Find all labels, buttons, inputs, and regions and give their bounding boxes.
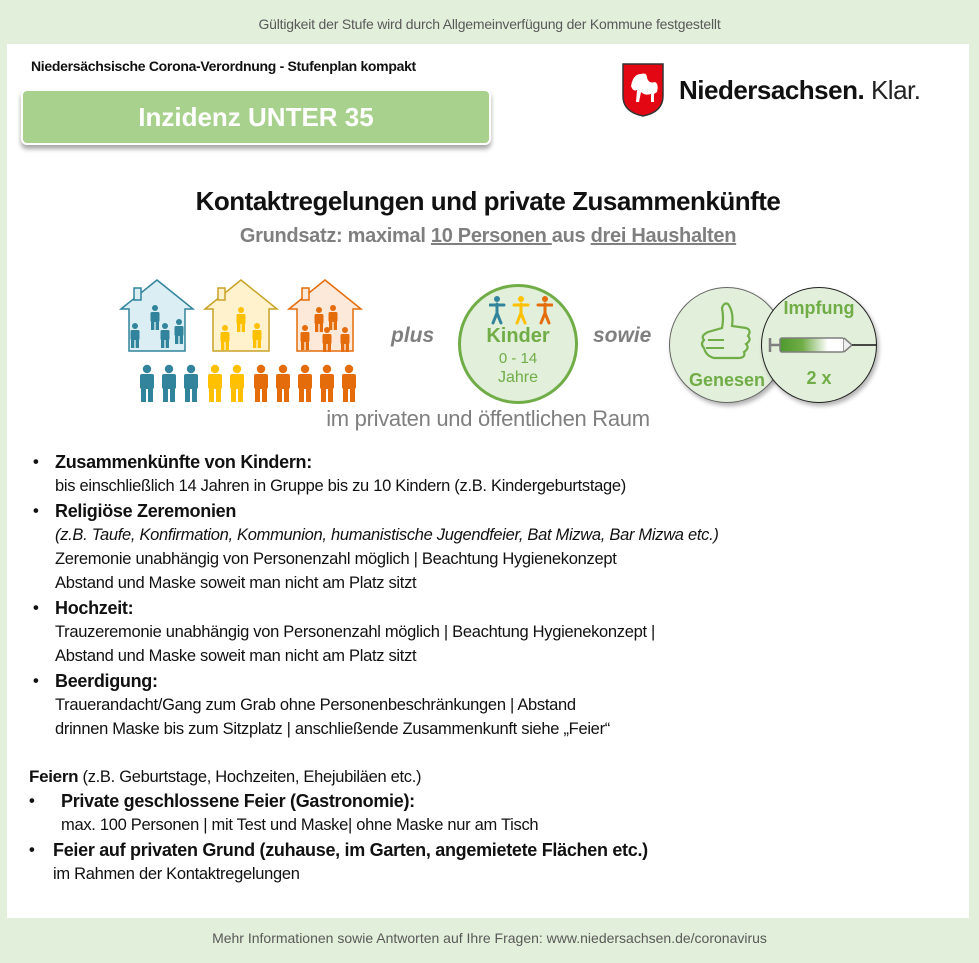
principle-prefix: Grundsatz: maximal (239, 225, 431, 247)
rule-line: bis einschließlich 14 Jahren in Gruppe bis zu 10 Kindern (z.B. Kindergeburtstage) (55, 477, 626, 495)
rule-line: Trauzeremonie unabhängig von Personenzahl möglich | Beachtung Hygienekonzept | (55, 623, 656, 641)
principle-line (7, 225, 969, 248)
bullet: • (29, 841, 35, 859)
bullet: • (33, 453, 39, 471)
rule-examples: (z.B. Taufe, Konfirmation, Kommunion, humanistische Jugendfeier, Bat Mizwa, Bar Mizwa etc.) (55, 526, 719, 544)
bullet: • (29, 792, 35, 810)
celebration-line: max. 100 Personen | mit Test und Maske| ohne Maske nur am Tisch (61, 816, 539, 834)
syringe-icon (768, 334, 878, 356)
rule-line: Zeremonie unabhängig von Personenzahl möglich | Beachtung Hygienekonzept (55, 550, 617, 568)
households-illustration (117, 274, 377, 404)
page-title: Kontaktregelungen und private Zusammenkünfte (195, 186, 781, 216)
celebration-item (29, 838, 719, 886)
household-house-orange (289, 280, 361, 352)
bullet: • (33, 599, 39, 617)
celebrations-heading (29, 765, 719, 789)
celebrations-title: Feiern (29, 767, 79, 786)
footer-info: Mehr Informationen sowie Antworten auf Ihre Fragen: www.niedersachsen.de/coronavirus (212, 930, 767, 946)
celebration-item (29, 789, 719, 837)
rule-title: Religiöse Zeremonien (55, 501, 237, 521)
rule-item (29, 596, 719, 668)
vaccination-label: Impfung (783, 298, 855, 318)
children-figures-icon (489, 295, 553, 325)
children-age-unit: Jahre (497, 369, 539, 386)
principle-households: drei Haushalten (590, 225, 737, 247)
celebrations-examples: (z.B. Geburtstage, Hochzeiten, Ehejubiläen etc.) (78, 768, 422, 786)
coat-of-arms-icon (621, 62, 665, 118)
rule-line: Abstand und Maske soweit man nicht am Platz sitzt (55, 574, 417, 592)
recovered-label: Genesen (688, 370, 766, 390)
children-age-range: 0 - 14 (498, 350, 538, 367)
principle-persons: 10 Personen (430, 225, 552, 247)
vaccination-count: 2 x (806, 368, 832, 388)
logo-name: Niedersachsen. (679, 74, 865, 105)
rule-item (29, 669, 719, 741)
rule-title: Hochzeit: (55, 598, 134, 618)
household-house-yellow (205, 280, 277, 351)
bullet: • (33, 672, 39, 690)
rule-title: Beerdigung: (55, 671, 158, 691)
niedersachsen-logo (621, 62, 920, 118)
plus-label: plus (391, 324, 435, 347)
children-circle (458, 284, 578, 404)
rule-item (29, 450, 719, 498)
rule-line: drinnen Maske bis zum Sitzplatz | anschließende Zusammenkunft siehe „Feier“ (55, 720, 610, 738)
document-subtitle: Niedersächsische Corona-Verordnung - Stufenplan kompakt (31, 58, 416, 74)
celebration-title: Private geschlossene Feier (Gastronomie): (61, 791, 415, 811)
rule-line: Abstand und Maske soweit man nicht am Platz sitzt (55, 647, 417, 665)
sowie-label: sowie (593, 324, 652, 347)
rule-title: Zusammenkünfte von Kindern: (55, 452, 312, 472)
celebration-line: im Rahmen der Kontaktregelungen (53, 865, 300, 883)
content-card (7, 44, 969, 918)
logo-suffix: Klar. (870, 74, 921, 105)
persons-row (140, 365, 356, 402)
rule-item (29, 499, 719, 595)
bullet: • (33, 502, 39, 520)
incidence-badge: Inzidenz UNTER 35 (21, 89, 491, 145)
rule-line: Trauerandacht/Gang zum Grab ohne Personenbeschränkungen | Abstand (55, 696, 576, 714)
thumbs-up-icon (694, 300, 754, 366)
celebration-title: Feier auf privaten Grund (zuhause, im Garten, angemietete Flächen etc.) (53, 840, 648, 860)
children-label: Kinder (486, 325, 550, 347)
validity-note: Gültigkeit der Stufe wird durch Allgemeinverfügung der Kommune festgestellt (258, 16, 721, 32)
rules-list (29, 450, 719, 887)
principle-middle: aus (551, 225, 591, 247)
scope-note: im privaten und öffentlichen Raum (326, 406, 650, 431)
household-house-blue (121, 280, 193, 351)
vaccination-circle (761, 287, 877, 403)
